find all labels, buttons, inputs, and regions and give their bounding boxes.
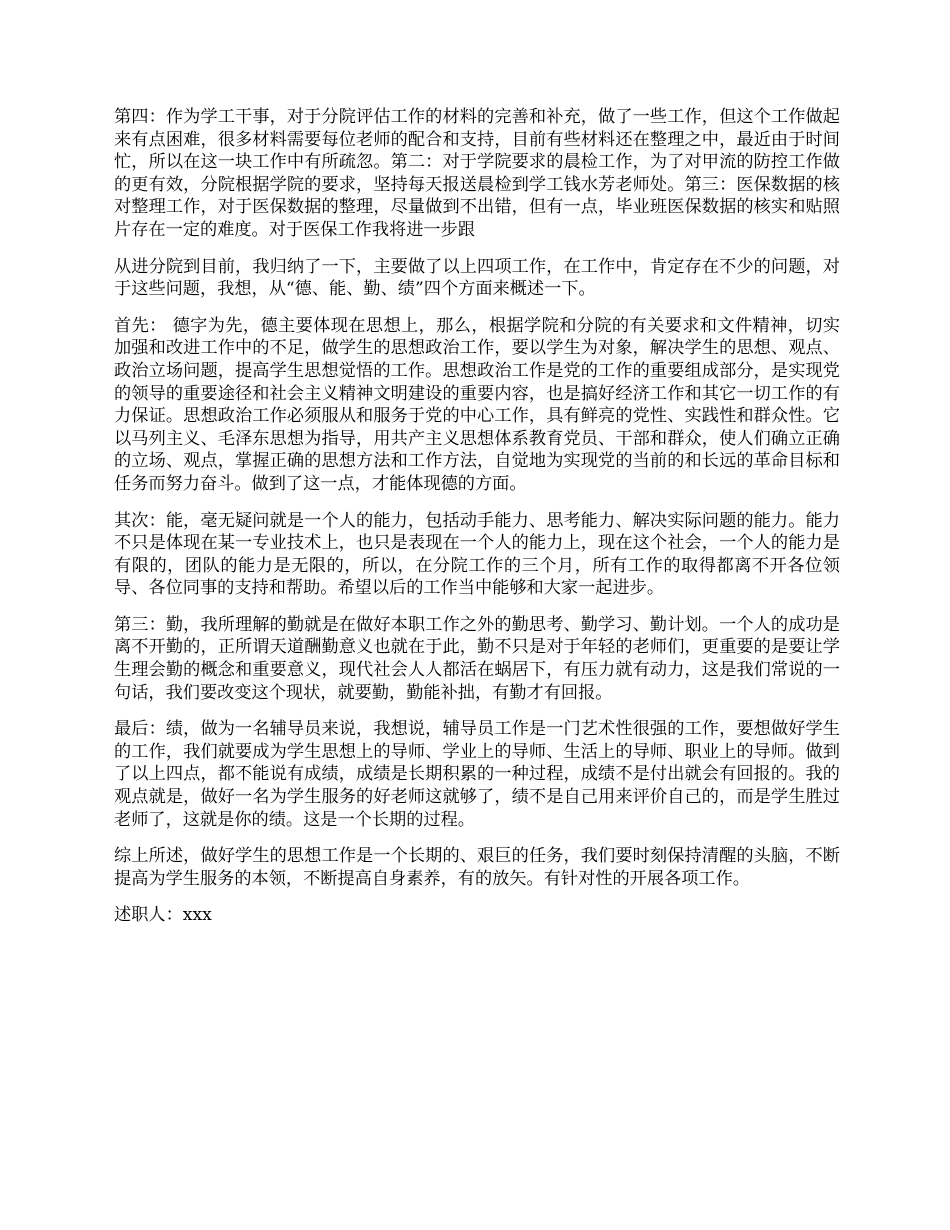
paragraph-conclusion: 综上所述，做好学生的思想工作是一个长期的、艰巨的任务，我们要时刻保持清醒的头脑，不断提高为学生服务的本领，不断提高自身素养，有的放矢。有针对性的开展各项工作。 bbox=[114, 846, 840, 889]
paragraph-summary-intro: 从进分院到目前，我归纳了一下，主要做了以上四项工作，在工作中，肯定存在不少的问题，对于这些问题，我想，从“德、能、勤、绩”四个方面来概述一下。 bbox=[114, 256, 840, 300]
document-body bbox=[114, 106, 840, 927]
paragraph-achievement: 最后：绩，做为一名辅导员来说，我想说，辅导员工作是一门艺术性很强的工作，要想做好学生的工作，我们就要成为学生思想上的导师、学业上的导师、生活上的导师、职业上的导师。做到了以上四点，都不能说有成绩，成绩是长期积累的一种过程，成绩不是付出就会有回报的。我的观点就是，做好一名为学生服务的好老师这就够了，绩不是自己用来评价自己的，而是学生胜过老师了，这就是你的绩。这是一个长期的过程。 bbox=[114, 719, 840, 830]
paragraph-work-item-four: 第四：作为学工干事，对于分院评估工作的材料的完善和补充，做了一些工作，但这个工作做起来有点困难，很多材料需要每位老师的配合和支持，目前有些材料还在整理之中，最近由于时间忙，所以在这一块工作中有所疏忽。第二：对于学院要求的晨检工作，为了对甲流的防控工作做的更有效，分院根据学院的要求，坚持每天报送晨检到学工钱水芳老师处。第三：医保数据的核对整理工作，对于医保数据的整理，尽量做到不出错，但有一点，毕业班医保数据的核实和贴照片存在一定的难度。对于医保工作我将进一步跟 bbox=[114, 107, 840, 240]
paragraph-morality: 首先： 德字为先，德主要体现在思想上，那么，根据学院和分院的有关要求和文件精神，切实加强和改进工作中的不足，做学生的思想政治工作，要以学生为对象，解决学生的思想、观点、政治立场问题，提高学生思想觉悟的工作。思想政治工作是党的工作的重要组成部分，是实现党的领导的重要途径和社会主义精神文明建设的重要内容，也是搞好经济工作和其它一切工作的有力保证。思想政治工作必须服从和服务于党的中心工作，具有鲜亮的党性、实践性和群众性。它以马列主义、毛泽东思想为指导，用共产主义思想体系教育党员、干部和群众，使人们确立正确的立场、观点，掌握正确的思想方法和工作方法，自觉地为实现党的当前的和长远的革命目标和任务而努力奋斗。做到了这一点，才能体现德的方面。 bbox=[114, 315, 840, 494]
signature-line: 述职人：xxx bbox=[114, 905, 212, 926]
paragraph-diligence: 第三：勤，我所理解的勤就是在做好本职工作之外的勤思考、勤学习、勤计划。一个人的成功是离不开勤的，正所谓天道酬勤意义也就在于此，勤不只是对于年轻的老师们，更重要的是要让学生理会勤的概念和重要意义，现代社会人人都活在蜗居下，有压力就有动力，这是我们常说的一句话，我们要改变这个现状，就要勤，勤能补拙，有勤才有回报。 bbox=[114, 614, 840, 703]
paragraph-ability: 其次：能，毫无疑问就是一个人的能力，包括动手能力、思考能力、解决实际问题的能力。能力不只是体现在某一专业技术上，也只是表现在一个人的能力上，现在这个社会，一个人的能力是有限的，团队的能力是无限的，所以，在分院工作的三个月，所有工作的取得都离不开各位领导、各位同事的支持和帮助。希望以后的工作当中能够和大家一起进步。 bbox=[114, 510, 840, 599]
